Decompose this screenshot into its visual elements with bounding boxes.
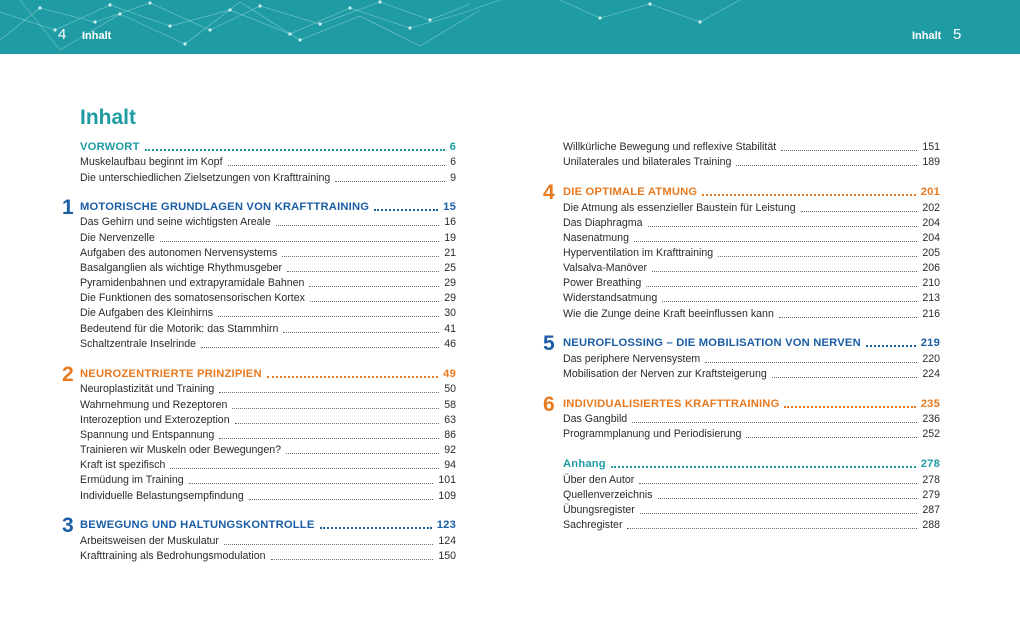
dot-leader: [228, 165, 446, 166]
network-pattern-decoration: [0, 0, 1020, 54]
toc-entry-row: [80, 488, 456, 503]
page-ref: 287: [922, 504, 940, 516]
entry-title: Das Gangbild: [563, 413, 628, 425]
page-ref: 236: [922, 413, 940, 425]
entry-title: Quellenverzeichnis: [563, 489, 653, 501]
dot-leader: [746, 437, 917, 438]
dot-leader: [652, 271, 917, 272]
dot-leader: [634, 241, 917, 242]
dot-leader: [640, 513, 917, 514]
section-title: VORWORT: [80, 141, 140, 153]
entry-title: Die Aufgaben des Kleinhirns: [80, 307, 214, 319]
page-ref: 41: [444, 323, 456, 335]
dot-leader: [779, 317, 917, 318]
entry-title: Übungsregister: [563, 504, 635, 516]
toc-entry-row: [563, 154, 940, 169]
page-ref: 30: [444, 307, 456, 319]
toc-entry-row: [80, 336, 456, 351]
dot-leader: [646, 286, 917, 287]
dot-leader: [781, 150, 917, 151]
section-title: NEUROFLOSSING – DIE MOBILISATION VON NERVEN: [563, 337, 861, 349]
page-ref: 123: [436, 519, 456, 531]
page-ref: 124: [438, 535, 456, 547]
right-page-number: 5: [953, 26, 962, 43]
dot-leader: [632, 422, 917, 423]
page-ref: 150: [438, 550, 456, 562]
entry-title: Widerstandsatmung: [563, 292, 658, 304]
toc-entry-row: [563, 411, 940, 426]
dot-leader: [276, 225, 439, 226]
toc-entry-row: [80, 397, 456, 412]
toc-section-row: [80, 517, 456, 532]
toc-entry-row: [563, 517, 940, 532]
toc-entry-row: [80, 260, 456, 275]
left-page-number: 4: [58, 26, 67, 43]
entry-title: Valsalva-Manöver: [563, 262, 647, 274]
toc-entry-row: [563, 260, 940, 275]
page-ref: 278: [922, 474, 940, 486]
toc-entry-row: [563, 245, 940, 260]
page-ref: 220: [922, 353, 940, 365]
entry-title: Das periphere Nervensystem: [563, 353, 701, 365]
entry-title: Kraft ist spezifisch: [80, 459, 166, 471]
dot-leader: [219, 438, 439, 439]
section-title: Anhang: [563, 458, 606, 470]
right-header-label: Inhalt: [912, 30, 942, 42]
toc-entry-row: [563, 351, 940, 366]
section-title: DIE OPTIMALE ATMUNG: [563, 186, 698, 198]
toc-entry-row: [563, 306, 940, 321]
dot-leader: [224, 544, 433, 545]
dot-leader: [170, 468, 439, 469]
dot-leader: [611, 466, 916, 468]
entry-title: Ermüdung im Training: [80, 474, 184, 486]
entry-title: Individuelle Belastungsempfindung: [80, 490, 244, 502]
entry-title: Mobilisation der Nerven zur Kraftsteigerung: [563, 368, 767, 380]
page-ref: 278: [920, 458, 940, 470]
toc-entry-row: [80, 214, 456, 229]
entry-title: Trainieren wir Muskeln oder Bewegungen?: [80, 444, 281, 456]
dot-leader: [639, 483, 917, 484]
page-ref: 216: [922, 308, 940, 320]
toc-section-row: [80, 139, 456, 154]
dot-leader: [201, 347, 439, 348]
dot-leader: [219, 392, 439, 393]
toc-entry-row: [80, 170, 456, 185]
page-ref: 279: [922, 489, 940, 501]
toc-entry-row: [80, 321, 456, 336]
toc-entry-row: [563, 290, 940, 305]
toc-entry-row: [80, 154, 456, 169]
entry-title: Sachregister: [563, 519, 623, 531]
entry-title: Bedeutend für die Motorik: das Stammhirn: [80, 323, 279, 335]
entry-title: Nasenatmung: [563, 232, 629, 244]
toc-section-row: [563, 184, 940, 199]
page-ref: 21: [444, 247, 456, 259]
toc-section-row: [80, 199, 456, 214]
dot-leader: [309, 286, 439, 287]
left-header-label: Inhalt: [82, 30, 112, 42]
entry-title: Pyramidenbahnen und extrapyramidale Bahnen: [80, 277, 305, 289]
toc-entry-row: [80, 427, 456, 442]
page-ref: 16: [444, 216, 456, 228]
entry-title: Krafttraining als Bedrohungsmodulation: [80, 550, 266, 562]
page-ref: 288: [922, 519, 940, 531]
toc-entry-row: [80, 381, 456, 396]
dot-leader: [784, 406, 915, 408]
dot-leader: [866, 345, 916, 347]
toc-entry-row: [563, 200, 940, 215]
page-ref: 210: [922, 277, 940, 289]
dot-leader: [320, 527, 432, 529]
toc-entry-row: [80, 412, 456, 427]
dot-leader: [286, 453, 439, 454]
entry-title: Die Nervenzelle: [80, 232, 155, 244]
page-ref: 15: [443, 201, 456, 213]
page-ref: 6: [449, 141, 456, 153]
dot-leader: [218, 316, 439, 317]
toc-entry-row: [80, 230, 456, 245]
dot-leader: [160, 241, 439, 242]
page-ref: 202: [922, 202, 940, 214]
page-ref: 9: [450, 172, 456, 184]
entry-title: Die Funktionen des somatosensorischen Kortex: [80, 292, 305, 304]
entry-title: Die Atmung als essenzieller Baustein für Leistung: [563, 202, 796, 214]
chapter-number: 5: [543, 332, 555, 355]
toc-entry-row: [80, 442, 456, 457]
page-ref: 25: [444, 262, 456, 274]
entry-title: Schaltzentrale Inselrinde: [80, 338, 197, 350]
page-ref: 6: [450, 156, 456, 168]
dot-leader: [705, 362, 917, 363]
toc-section-row: [80, 366, 456, 381]
section-title: MOTORISCHE GRUNDLAGEN VON KRAFTTRAINING: [80, 201, 370, 213]
entry-title: Programmplanung und Periodisierung: [563, 428, 742, 440]
page-ref: 213: [922, 292, 940, 304]
page-ref: 63: [444, 414, 456, 426]
dot-leader: [718, 256, 917, 257]
toc-entry-row: [80, 275, 456, 290]
dot-leader: [267, 376, 438, 378]
dot-leader: [801, 211, 918, 212]
page-ref: 205: [922, 247, 940, 259]
page-ref: 29: [444, 292, 456, 304]
page-ref: 50: [444, 383, 456, 395]
toc-entry-row: [563, 230, 940, 245]
dot-leader: [249, 499, 434, 500]
page-ref: 58: [444, 399, 456, 411]
dot-leader: [145, 149, 445, 151]
entry-title: Über den Autor: [563, 474, 635, 486]
entry-title: Das Gehirn und seine wichtigsten Areale: [80, 216, 271, 228]
entry-title: Arbeitsweisen der Muskulatur: [80, 535, 219, 547]
toc-entry-row: [563, 472, 940, 487]
dot-leader: [662, 301, 917, 302]
dot-leader: [702, 194, 915, 196]
page-ref: 49: [443, 368, 456, 380]
entry-title: Die unterschiedlichen Zielsetzungen von Krafttraining: [80, 172, 331, 184]
dot-leader: [310, 301, 439, 302]
page-ref: 204: [922, 232, 940, 244]
page-ref: 151: [922, 141, 940, 153]
dot-leader: [335, 181, 445, 182]
entry-title: Hyperventilation im Krafttraining: [563, 247, 714, 259]
toc-entry-row: [563, 215, 940, 230]
dot-leader: [283, 332, 439, 333]
entry-title: Das Diaphragma: [563, 217, 643, 229]
toc-entry-row: [563, 366, 940, 381]
page-ref: 189: [922, 156, 940, 168]
toc-entry-row: [80, 472, 456, 487]
chapter-number: 3: [62, 514, 74, 537]
page-ref: 109: [438, 490, 456, 502]
toc-entry-row: [80, 305, 456, 320]
page-ref: 29: [444, 277, 456, 289]
dot-leader: [627, 528, 917, 529]
toc-entry-row: [80, 290, 456, 305]
dot-leader: [271, 559, 434, 560]
toc-entry-row: [80, 245, 456, 260]
toc-entry-row: [563, 139, 940, 154]
dot-leader: [374, 209, 438, 211]
entry-title: Willkürliche Bewegung und reflexive Stabilität: [563, 141, 777, 153]
page-ref: 46: [444, 338, 456, 350]
toc-entry-row: [563, 487, 940, 502]
chapter-number: 2: [62, 363, 74, 386]
entry-title: Basalganglien als wichtige Rhythmusgeber: [80, 262, 282, 274]
chapter-number: 1: [62, 196, 74, 219]
entry-title: Neuroplastizität und Training: [80, 383, 215, 395]
entry-title: Wahrnehmung und Rezeptoren: [80, 399, 228, 411]
toc-section-row: [563, 456, 940, 471]
page-ref: 92: [444, 444, 456, 456]
page-ref: 224: [922, 368, 940, 380]
entry-title: Wie die Zunge deine Kraft beeinflussen kann: [563, 308, 774, 320]
section-title: NEUROZENTRIERTE PRINZIPIEN: [80, 368, 262, 380]
page-header-band: [0, 0, 1020, 54]
dot-leader: [189, 483, 434, 484]
dot-leader: [658, 498, 918, 499]
entry-title: Power Breathing: [563, 277, 642, 289]
entry-title: Interozeption und Exterozeption: [80, 414, 230, 426]
section-title: INDIVIDUALISIERTES KRAFTTRAINING: [563, 398, 780, 410]
toc-section-row: [563, 396, 940, 411]
entry-title: Aufgaben des autonomen Nervensystems: [80, 247, 278, 259]
toc-entry-row: [563, 502, 940, 517]
toc-section-row: [563, 335, 940, 350]
page-ref: 219: [920, 337, 940, 349]
page-ref: 206: [922, 262, 940, 274]
page-ref: 204: [922, 217, 940, 229]
dot-leader: [736, 165, 917, 166]
page-ref: 94: [444, 459, 456, 471]
toc-entry-row: [563, 426, 940, 441]
dot-leader: [235, 423, 440, 424]
entry-title: Spannung und Entspannung: [80, 429, 215, 441]
page-ref: 252: [922, 428, 940, 440]
page-title: Inhalt: [80, 106, 136, 129]
page-ref: 101: [438, 474, 456, 486]
toc-entry-row: [80, 533, 456, 548]
dot-leader: [232, 408, 439, 409]
toc-entry-row: [80, 548, 456, 563]
dot-leader: [282, 256, 439, 257]
entry-title: Muskelaufbau beginnt im Kopf: [80, 156, 223, 168]
chapter-number: 6: [543, 393, 555, 416]
dot-leader: [287, 271, 439, 272]
entry-title: Unilaterales und bilaterales Training: [563, 156, 732, 168]
page-ref: 19: [444, 232, 456, 244]
section-title: BEWEGUNG UND HALTUNGSKONTROLLE: [80, 519, 315, 531]
page-ref: 201: [920, 186, 940, 198]
page-ref: 86: [444, 429, 456, 441]
dot-leader: [772, 377, 918, 378]
toc-entry-row: [563, 275, 940, 290]
dot-leader: [648, 226, 918, 227]
toc-entry-row: [80, 457, 456, 472]
page-ref: 235: [920, 398, 940, 410]
chapter-number: 4: [543, 181, 555, 204]
